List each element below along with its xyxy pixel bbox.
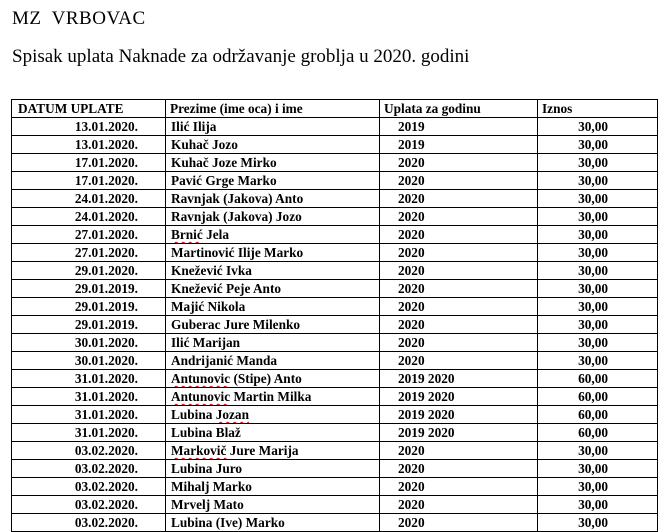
cell-name: Guberac Jure Milenko (166, 316, 380, 334)
table-body (12, 118, 658, 532)
cell-date: 30.01.2020. (12, 334, 166, 352)
organization-name: MZ VRBOVAC (12, 8, 146, 29)
table-row (12, 298, 658, 316)
cell-year: 2020 (380, 496, 538, 514)
cell-name: Lubina Blaž (166, 424, 380, 442)
cell-year: 2020 (380, 298, 538, 316)
table-row (12, 370, 658, 388)
table-row (12, 190, 658, 208)
cell-amount: 30,00 (538, 316, 658, 334)
cell-name: Antunovic (Stipe) Anto (166, 370, 380, 388)
cell-date: 31.01.2020. (12, 406, 166, 424)
cell-amount: 30,00 (538, 244, 658, 262)
cell-year: 2020 (380, 226, 538, 244)
cell-date: 27.01.2020. (12, 226, 166, 244)
cell-amount: 30,00 (538, 226, 658, 244)
table-row (12, 424, 658, 442)
cell-date: 13.01.2020. (12, 118, 166, 136)
cell-amount: 30,00 (538, 136, 658, 154)
cell-amount: 60,00 (538, 388, 658, 406)
cell-amount: 30,00 (538, 172, 658, 190)
cell-amount: 30,00 (538, 352, 658, 370)
cell-date: 31.01.2020. (12, 370, 166, 388)
table-row (12, 136, 658, 154)
table-row (12, 442, 658, 460)
table-row (12, 388, 658, 406)
table-row (12, 478, 658, 496)
cell-date: 29.01.2019. (12, 298, 166, 316)
cell-date: 03.02.2020. (12, 478, 166, 496)
cell-year: 2019 (380, 136, 538, 154)
table-row (12, 334, 658, 352)
cell-name: Ilić Ilija (166, 118, 380, 136)
table-row (12, 352, 658, 370)
table-row (12, 262, 658, 280)
cell-name: Lubina (Ive) Marko (166, 514, 380, 532)
cell-name: Lubina Juro (166, 460, 380, 478)
cell-date: 29.01.2019. (12, 280, 166, 298)
table-header-row (12, 100, 658, 118)
cell-amount: 30,00 (538, 514, 658, 532)
cell-amount: 30,00 (538, 478, 658, 496)
column-header-amount: Iznos (538, 100, 658, 118)
document-title: Spisak uplata Naknade za održavanje groblja u 2020. godini (12, 46, 470, 67)
cell-date: 29.01.2019. (12, 316, 166, 334)
cell-amount: 30,00 (538, 298, 658, 316)
cell-date: 03.02.2020. (12, 442, 166, 460)
cell-year: 2020 (380, 316, 538, 334)
cell-name: Brnić Jela (166, 226, 380, 244)
cell-name: Kuhač Jozo (166, 136, 380, 154)
cell-amount: 30,00 (538, 190, 658, 208)
table-row (12, 280, 658, 298)
table-row (12, 244, 658, 262)
cell-name: Mihalj Marko (166, 478, 380, 496)
table-row (12, 460, 658, 478)
cell-date: 29.01.2020. (12, 262, 166, 280)
cell-year: 2019 (380, 118, 538, 136)
cell-date: 13.01.2020. (12, 136, 166, 154)
cell-year: 2020 (380, 352, 538, 370)
cell-year: 2019 2020 (380, 388, 538, 406)
cell-year: 2020 (380, 460, 538, 478)
table-row (12, 496, 658, 514)
cell-year: 2019 2020 (380, 424, 538, 442)
cell-name: Pavić Grge Marko (166, 172, 380, 190)
cell-name: Antunovic Martin Milka (166, 388, 380, 406)
cell-name: Ravnjak (Jakova) Jozo (166, 208, 380, 226)
table-row (12, 226, 658, 244)
cell-date: 24.01.2020. (12, 208, 166, 226)
cell-name: Knežević Peje Anto (166, 280, 380, 298)
table-row (12, 118, 658, 136)
cell-year: 2020 (380, 190, 538, 208)
payments-table (11, 99, 658, 532)
cell-year: 2019 2020 (380, 406, 538, 424)
cell-year: 2020 (380, 172, 538, 190)
cell-amount: 30,00 (538, 262, 658, 280)
cell-year: 2020 (380, 244, 538, 262)
cell-date: 03.02.2020. (12, 496, 166, 514)
cell-name: Markovič Jure Marija (166, 442, 380, 460)
cell-name: Kuhač Joze Mirko (166, 154, 380, 172)
cell-amount: 30,00 (538, 442, 658, 460)
column-header-name: Prezime (ime oca) i ime (166, 100, 380, 118)
cell-amount: 30,00 (538, 118, 658, 136)
cell-year: 2020 (380, 154, 538, 172)
cell-year: 2020 (380, 208, 538, 226)
cell-name: Knežević Ivka (166, 262, 380, 280)
cell-year: 2020 (380, 262, 538, 280)
cell-date: 17.01.2020. (12, 172, 166, 190)
cell-year: 2020 (380, 514, 538, 532)
table-row (12, 316, 658, 334)
table-row (12, 154, 658, 172)
cell-amount: 30,00 (538, 280, 658, 298)
cell-amount: 60,00 (538, 406, 658, 424)
table-row (12, 208, 658, 226)
column-header-year: Uplata za godinu (380, 100, 538, 118)
cell-date: 17.01.2020. (12, 154, 166, 172)
table-row (12, 172, 658, 190)
cell-date: 24.01.2020. (12, 190, 166, 208)
table-row (12, 406, 658, 424)
cell-amount: 30,00 (538, 208, 658, 226)
cell-amount: 60,00 (538, 424, 658, 442)
cell-date: 03.02.2020. (12, 514, 166, 532)
cell-amount: 30,00 (538, 460, 658, 478)
cell-amount: 30,00 (538, 334, 658, 352)
column-header-date: DATUM UPLATE (12, 100, 166, 118)
table-row (12, 514, 658, 532)
cell-name: Ilić Marijan (166, 334, 380, 352)
cell-name: Andrijanić Manda (166, 352, 380, 370)
cell-year: 2020 (380, 280, 538, 298)
cell-date: 27.01.2020. (12, 244, 166, 262)
cell-year: 2020 (380, 334, 538, 352)
cell-name: Mrvelj Mato (166, 496, 380, 514)
cell-year: 2020 (380, 442, 538, 460)
cell-name: Lubina Jozan (166, 406, 380, 424)
cell-date: 03.02.2020. (12, 460, 166, 478)
cell-amount: 60,00 (538, 370, 658, 388)
cell-amount: 30,00 (538, 496, 658, 514)
cell-date: 31.01.2020. (12, 388, 166, 406)
cell-date: 31.01.2020. (12, 424, 166, 442)
cell-name: Martinović Ilije Marko (166, 244, 380, 262)
cell-year: 2020 (380, 478, 538, 496)
cell-amount: 30,00 (538, 154, 658, 172)
cell-date: 30.01.2020. (12, 352, 166, 370)
cell-name: Ravnjak (Jakova) Anto (166, 190, 380, 208)
cell-year: 2019 2020 (380, 370, 538, 388)
cell-name: Majić Nikola (166, 298, 380, 316)
